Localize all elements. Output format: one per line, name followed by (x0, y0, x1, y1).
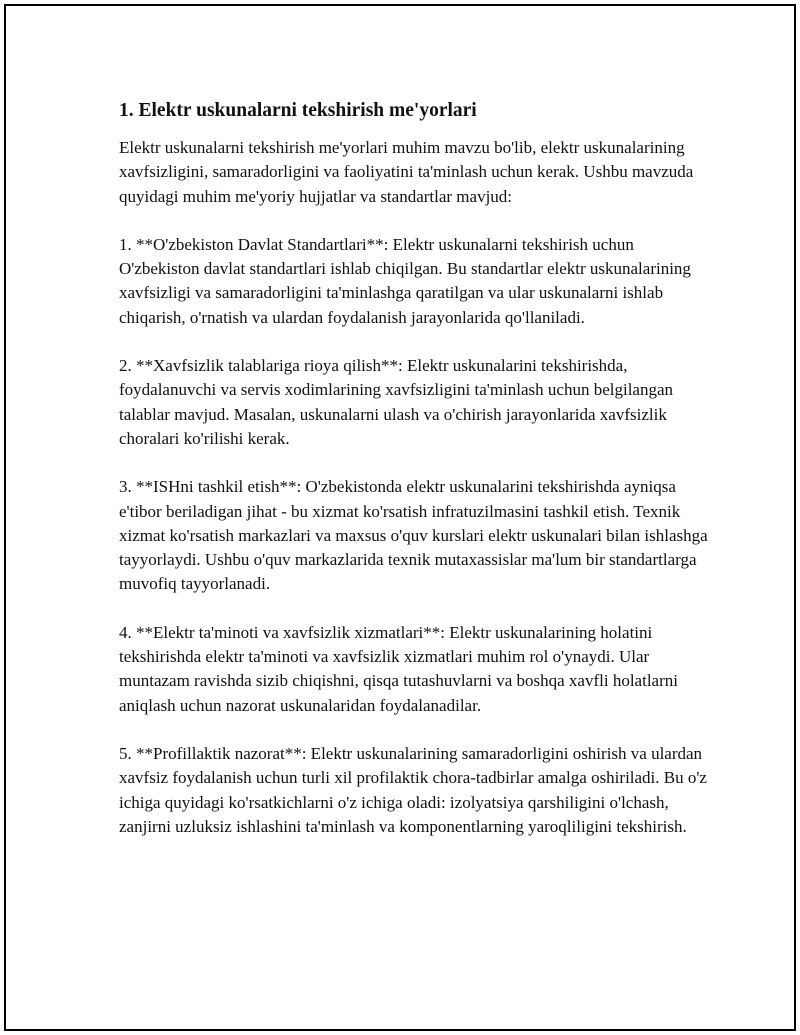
power-supply-paragraph: 4. **Elektr ta'minoti va xavfsizlik xizmatlari**: Elektr uskunalarining holatini tekshirishda elektr ta'minoti va xavfsizlik xizmatlari muhim rol o'ynaydi. Ular muntazam ravishda sizib chiqishni, qisqa tutashuvlarni va boshqa xavfli holatlarni aniqlash uchun nazorat uskunalaridan foydalanadilar. (119, 622, 678, 715)
preventive-control-paragraph: 5. **Profillaktik nazorat**: Elektr uskunalarining samaradorligini oshirish va ulardan xavfsiz foydalanish uchun turli xil profilaktik chora-tadbirlar amalga oshiriladi. Bu o'z ichiga quyidagi ko'rsatkichlarni o'z ichiga oladi: izolyatsiya qarshiligini o'lchash, zanjirni uzluksiz ishlashini ta'minlash va komponentlarning yaroqliligini tekshirish. (119, 743, 707, 836)
standards-paragraph: 1. **O'zbekiston Davlat Standartlari**: Elektr uskunalarni tekshirish uchun O'zbekiston davlat standartlari ishlab chiqilgan. Bu standartlar elektr uskunalarining xavfsizligi va samaradorligini ta'minlashga qaratilgan va ular uskunalarni ishlab chiqarish, o'rnatish va ulardan foydalanish jarayonlarida qo'llaniladi. (119, 234, 691, 327)
document-title: 1. Elektr uskunalarni tekshirish me'yorlari (119, 100, 477, 121)
document-body (119, 98, 709, 839)
safety-paragraph: 2. **Xavfsizlik talablariga rioya qilish**: Elektr uskunalarini tekshirishda, foydalanuvchi va servis xodimlarining xavfsizligini ta'minlash uchun belgilangan talablar mavjud. Masalan, uskunalarni ulash va o'chirish jarayonlarida xavfsizlik choralari ko'rilishi kerak. (119, 356, 674, 448)
organization-paragraph: 3. **ISHni tashkil etish**: O'zbekistonda elektr uskunalarini tekshirishda ayniqsa e'tibor beriladigan jihat - bu xizmat ko'rsatish infratuzilmasini tashkil etish. Texnik xizmat ko'rsatish markazlari va maxsus o'quv kurslari elektr uskunalari bilan ishlashga tayyorlaydi. Ushbu o'quv markazlarida texnik mutaxassislar ma'lum bir standartlarga muvofiq tayyorlanadi. (119, 477, 708, 594)
intro-paragraph: Elektr uskunalarni tekshirish me'yorlari muhim mavzu bo'lib, elektr uskunalarining xavfsizligini, samaradorligini va faoliyatini ta'minlash uchun kerak. Ushbu mavzuda quyidagi muhim me'yoriy hujjatlar va standartlar mavjud: (119, 138, 694, 206)
page-frame (4, 4, 796, 1031)
